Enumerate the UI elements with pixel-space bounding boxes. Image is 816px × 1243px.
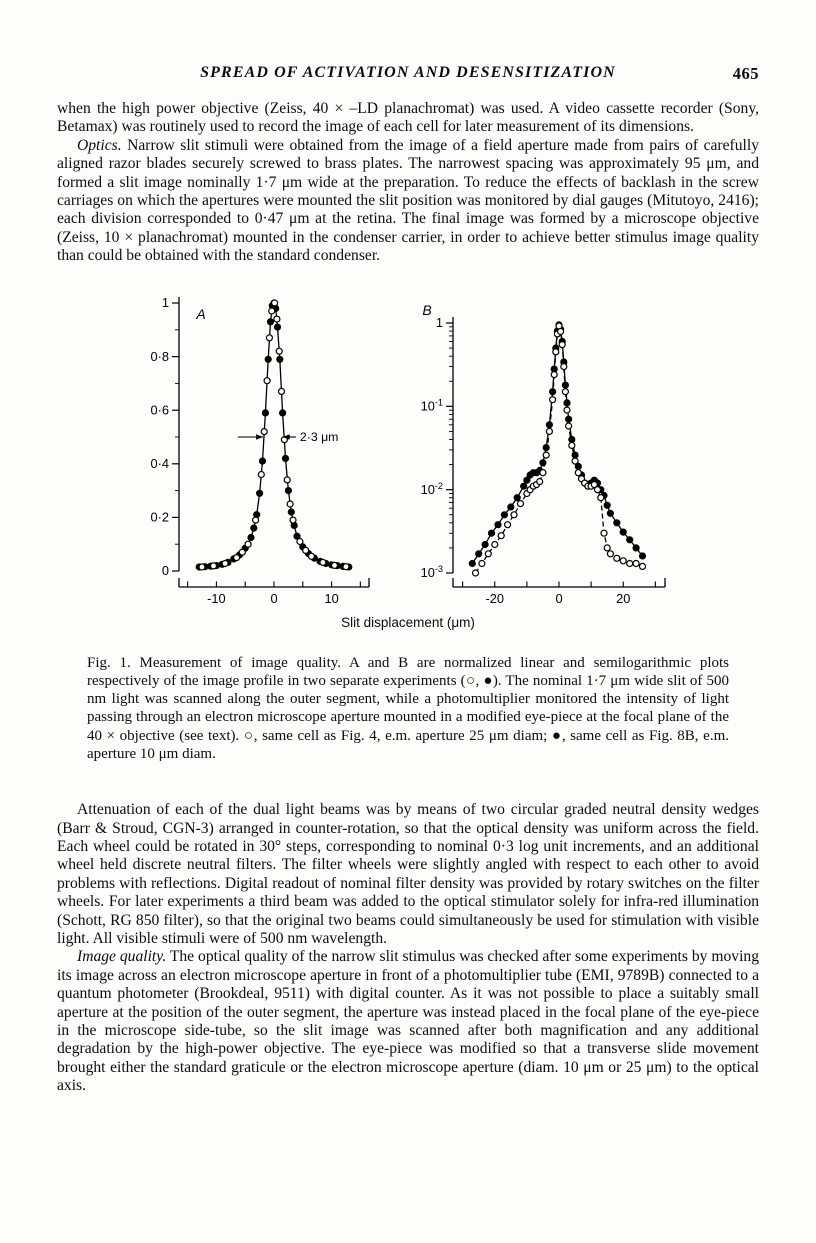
figure-panel-a-linear-plot <box>139 293 379 615</box>
svg-text:1: 1 <box>435 314 443 330</box>
svg-text:2·3 μm: 2·3 μm <box>299 429 339 444</box>
figure-panel-b-semilog-plot <box>407 293 677 615</box>
svg-text:10: 10 <box>324 590 339 606</box>
svg-text:20: 20 <box>616 590 631 606</box>
svg-text:0·6: 0·6 <box>150 401 169 417</box>
paragraph-text: Narrow slit stimuli were obtained from the image of a field aperture made from pairs of carefully aligned razor blades securely screwed to brass plates. The narrowest spacing was approximately 95 μm, and formed a slit image nominally 1·7 μm wide at the preparation. To reduce the effects of backlash in the screw carriages on which the apertures were mounted the slit position was monitored by dial gauges (Mitutoyo, 2416); each division corresponded to 0·47 μm at the retina. The final image was formed by a microscope objective (Zeiss, 10 × planachromat) mounted in the condenser carrier, in order to achieve better stimulus image quality than could be obtained with the standard condenser. <box>57 136 759 265</box>
figure-caption: Fig. 1. Measurement of image quality. A and B are normalized linear and semilogarithmic plots respectively of the image profile in two separate experiments (○, ●). The nominal 1·7 μm wide slit of 500 nm light was scanned along the outer segment, while a photomultiplier monitored the intensity of light passing through an electron microscope aperture mounted in a modified eye-piece at the focal plane of the 40 × objective (see text). ○, same cell as Fig. 4, e.m. aperture 25 μm diam; ●, same cell as Fig. 8B, e.m. aperture 10 μm diam. <box>87 654 729 762</box>
svg-text:0·8: 0·8 <box>150 348 169 364</box>
paragraph-optics <box>57 137 759 266</box>
paragraph-lead-image-quality: Image quality. <box>77 948 167 966</box>
running-title: SPREAD OF ACTIVATION AND DESENSITIZATION <box>200 64 616 81</box>
svg-text:0: 0 <box>270 590 278 606</box>
figure-panels <box>57 293 759 615</box>
svg-text:0: 0 <box>161 562 169 578</box>
paragraph-text: The optical quality of the narrow slit stimulus was checked after some experiments by moving its image across an electron microscope aperture in front of a photomultiplier tube (EMI, 9789B) connected to a quantum photometer (Brookdeal, 9511) with digital counter. As it was not possible to place a suitably small aperture at the position of the outer segment, the aperture was instead placed in the focal plane of the eye-piece in the microscope side-tube, so the slit image was scanned after both magnification and any additional degradation by the high-power objective. The eye-piece was modified so that a transverse slide movement brought either the standard graticule or the electron microscope aperture (diam. 10 μm or 25 μm) to the optical axis. <box>57 948 760 1095</box>
svg-text:0: 0 <box>555 590 563 606</box>
paragraph-text: when the high power objective (Zeiss, 40 × –LD planachromat) was used. A video cassette recorder (Sony, Betamax) was routinely used to record the image of each cell for later measurement of its dimensions. <box>57 100 759 136</box>
figure-x-axis-label: Slit displacement (μm) <box>341 614 475 630</box>
svg-text:B: B <box>422 301 432 318</box>
figure-1 <box>57 293 759 630</box>
svg-text:1: 1 <box>161 294 169 310</box>
paragraph-lead-optics: Optics. <box>77 136 122 154</box>
page-number: 465 <box>732 64 759 83</box>
paragraph-text: Attenuation of each of the dual light beams was by means of two circular graded neutral density wedges (Barr & Stroud, CGN-3) arranged in counter-rotation, so that the optical density was uniform across the field. Each wheel could be rotated in 30° steps, corresponding to nominal 0·3 log unit increments, and an additional wheel held discrete neutral filters. The filter wheels were slightly angled with respect to each other to avoid problems with reflections. Digital readout of nominal filter density was provided by rotary switches on the filter wheels. For later experiments a third beam was added to the optical stimulator solely for infra-red illumination (Schott, RG 850 filter), so that the original two beams could simultaneously be used for stimulation with visible light. All visible stimuli were of 500 nm wavelength. <box>57 801 759 948</box>
running-head <box>57 64 759 86</box>
svg-text:0·2: 0·2 <box>150 509 169 525</box>
svg-text:0·4: 0·4 <box>150 455 169 471</box>
svg-text:10-2: $10^{-2}$ <box>420 480 443 497</box>
paragraph-attenuation <box>57 801 759 948</box>
svg-text:-20: -20 <box>485 590 505 606</box>
svg-text:-10: -10 <box>207 590 226 606</box>
paragraph-image-quality <box>57 948 759 1095</box>
svg-text:10-1: $10^{-1}$ <box>420 397 443 414</box>
paragraph-continuation <box>57 100 759 137</box>
svg-text:A: A <box>196 305 206 322</box>
svg-text:10-3: $10^{-3}$ <box>420 563 443 580</box>
